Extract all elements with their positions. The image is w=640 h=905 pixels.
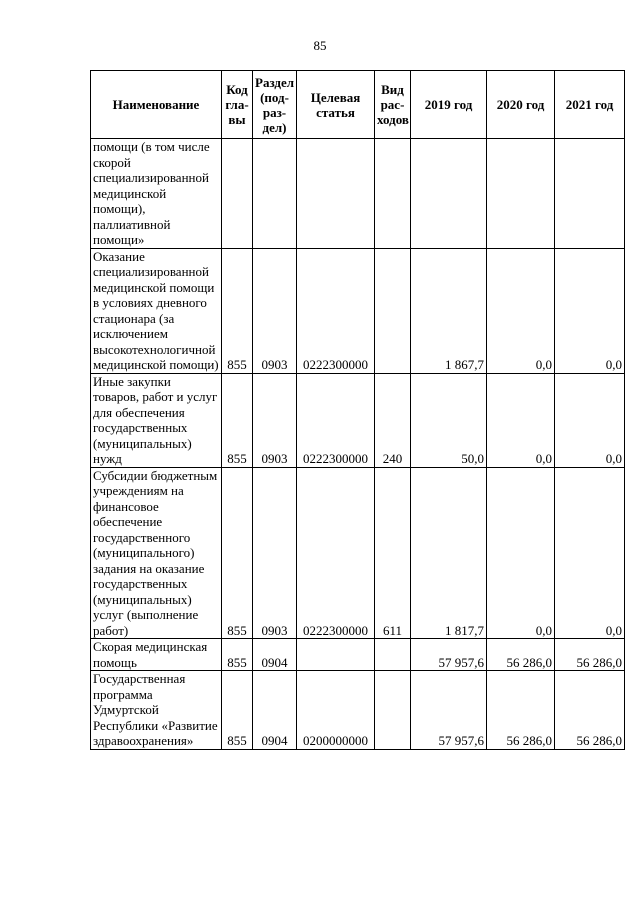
row-2019: 57 957,6 [411,671,487,750]
row-2020: 56 286,0 [487,639,555,671]
row-2020: 0,0 [487,467,555,639]
row-article: 0222300000 [297,467,375,639]
header-chapter-code: Код гла-вы [222,71,253,139]
row-2019: 57 957,6 [411,639,487,671]
row-2020: 0,0 [487,373,555,467]
row-name: помощи (в том числе скорой специализированной медицинской помощи), паллиативной помощи» [91,139,222,249]
header-section: Раздел (под-раз-дел) [253,71,297,139]
row-2019: 1 867,7 [411,248,487,373]
header-target-article: Целевая статья [297,71,375,139]
row-2020 [487,139,555,249]
budget-table [90,70,625,750]
row-2020: 0,0 [487,248,555,373]
table-row [91,373,625,467]
row-article: 0222300000 [297,373,375,467]
row-chapter: 855 [222,639,253,671]
row-article: 0222300000 [297,248,375,373]
table-row [91,248,625,373]
row-article [297,639,375,671]
row-expense [375,248,411,373]
table-row [91,639,625,671]
row-name: Субсидии бюджетным учреждениям на финансовое обеспечение государственного (муниципального) задания на оказание государственных (муниципальных) услуг (выполнение работ) [91,467,222,639]
row-2020: 56 286,0 [487,671,555,750]
row-section: 0903 [253,248,297,373]
row-name: Оказание специализированной медицинской помощи в условиях дневного стационара (за исключением высокотехнологичной медицинской помощи) [91,248,222,373]
table-header-row [91,71,625,139]
row-section: 0903 [253,373,297,467]
row-article: 0200000000 [297,671,375,750]
row-article [297,139,375,249]
row-chapter: 855 [222,373,253,467]
row-expense [375,639,411,671]
table-row [91,467,625,639]
row-2021 [555,139,625,249]
row-name: Скорая медицинская помощь [91,639,222,671]
row-2021: 0,0 [555,248,625,373]
table-row [91,139,625,249]
row-expense [375,139,411,249]
row-chapter: 855 [222,671,253,750]
row-chapter [222,139,253,249]
row-name: Иные закупки товаров, работ и услуг для обеспечения государственных (муниципальных) нужд [91,373,222,467]
row-2021: 56 286,0 [555,671,625,750]
row-name: Государственная программа Удмуртской Республики «Развитие здравоохранения» [91,671,222,750]
row-2021: 0,0 [555,373,625,467]
row-expense [375,671,411,750]
row-section: 0904 [253,671,297,750]
header-name: Наименование [91,71,222,139]
row-2021: 56 286,0 [555,639,625,671]
header-expense-type: Вид рас-ходов [375,71,411,139]
table-row [91,671,625,750]
row-section: 0903 [253,467,297,639]
row-2019 [411,139,487,249]
row-2021: 0,0 [555,467,625,639]
row-chapter: 855 [222,467,253,639]
row-section [253,139,297,249]
row-2019: 1 817,7 [411,467,487,639]
header-year-2019: 2019 год [411,71,487,139]
row-chapter: 855 [222,248,253,373]
page-number: 85 [313,38,327,53]
row-section: 0904 [253,639,297,671]
row-expense: 611 [375,467,411,639]
header-year-2021: 2021 год [555,71,625,139]
header-year-2020: 2020 год [487,71,555,139]
row-expense: 240 [375,373,411,467]
row-2019: 50,0 [411,373,487,467]
